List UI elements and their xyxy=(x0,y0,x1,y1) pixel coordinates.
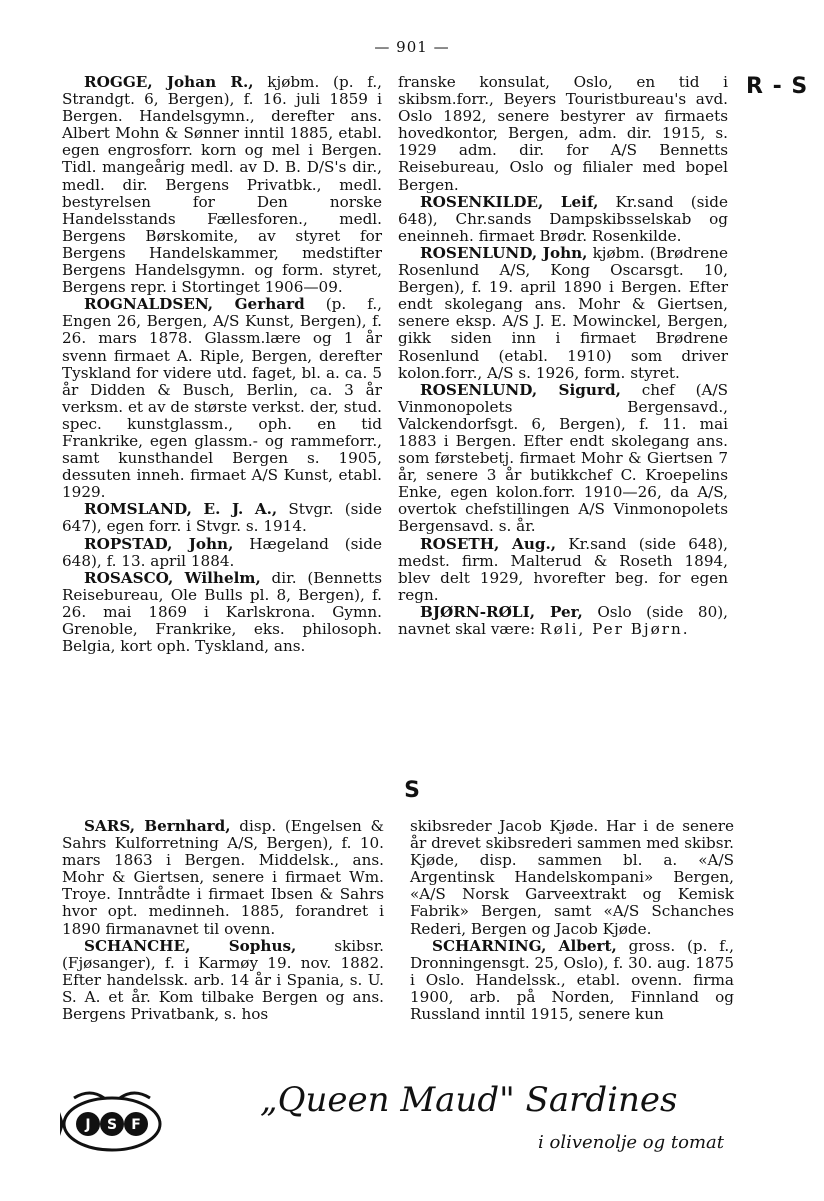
entry-text: gross. (p. f., Dronningensgt. 25, Oslo), f. 30. aug. 1875 i Oslo. Handelssk., etabl. ovenn. firma 1900, arb. på Norden, Finnland og Russland inntil 1915, senere kun xyxy=(410,936,734,1024)
entry-text: Hægeland (side 648), f. 13. april 1884. xyxy=(62,534,382,570)
alphabet-range-marker: R - S xyxy=(746,74,809,99)
entry xyxy=(398,536,728,604)
sardines-advertisement xyxy=(60,1080,750,1170)
column-1 xyxy=(62,74,382,655)
entry-name: SCHARNING, Albert, xyxy=(432,936,617,955)
section-letter: S xyxy=(404,778,420,803)
entry xyxy=(62,74,382,296)
entry-continuation xyxy=(398,74,728,194)
entry xyxy=(398,604,728,638)
entry xyxy=(62,536,382,570)
entry-text: dir. (Bennetts Reisebureau, Ole Bulls pl. 8, Bergen), f. 26. mai 1869 i Karlskrona. Gymn. Grenoble, Frankrike, eks. philosoph. Belgia, kort oph. Tyskland, ans. xyxy=(62,568,383,656)
logo-letter: J xyxy=(85,1117,91,1133)
entry-name: ROGGE, Johan R., xyxy=(84,73,254,91)
entry-text: skibsr. (Fjøsanger), f. i Karmøy 19. nov. 1882. Efter handelssk. arb. 14 år i Spania, s. U. S. A. et år. Kom tilbake Bergen og ans. Bergens Privatbank, s. hos xyxy=(62,936,384,1024)
entry-text: Stvgr. (side 647), egen forr. i Stvgr. s. 1914. xyxy=(62,500,382,536)
entry xyxy=(62,296,382,501)
entry-text: kjøbm. (p. f., Strandgt. 6, Bergen), f. 16. juli 1859 i Bergen. Handelsgymn., derefter ans. Albert Mohn & Sønner inntil 1885, etabl. egen engrosforr. korn og mel i Bergen. Tidl. mangeårig medl. av D. B. D/S's dir., medl. dir. Bergens Privatbk., medl. bestyrelsen for Den norske Handelsstands Fællesforen., medl. Bergens Børskomite, av styret for Bergens Handelskammer, medstifter Bergens Handelsgymn. og form. styret, Bergens repr. i Stortinget 1906—09. xyxy=(62,73,383,297)
ad-subtitle: i olivenolje og tomat xyxy=(538,1132,724,1153)
logo-letter: S xyxy=(106,1117,118,1133)
entry-continuation xyxy=(410,818,734,938)
entry-name: ROPSTAD, John, xyxy=(84,534,234,553)
entry-name: ROMSLAND, E. J. A., xyxy=(84,500,278,519)
entry-text: chef (A/S Vinmonopolets Bergensavd., Valckendorfsgt. 6, Bergen), f. 11. mai 1883 i Bergen. Efter endt skolegang ans. som førstebetj. firmaet Mohr & Giertsen 7 år, senere 3 år butikkchef C. Kroepelins Enke, egen kolon.forr. 1910—26, da A/S, overtok chefstillingen A/S Vinmonopolets Bergensavd. s. år. xyxy=(398,380,729,536)
entry xyxy=(62,818,384,938)
entry xyxy=(62,501,382,535)
entry-text: disp. (Engelsen & Sahrs Kulforretning A/S, Bergen), f. 10. mars 1863 i Bergen. Middelsk., ans. Mohr & Giertsen, senere i firmaet Wm. Troye. Inntrådte i firmaet Ibsen & Sahrs hvor opt. medinneh. 1885, forandret i 1890 firmanavnet til ovenn. xyxy=(62,817,384,938)
entry xyxy=(62,570,382,655)
entry-spaced-name: Røli, Per Bjørn. xyxy=(539,620,690,638)
entry xyxy=(62,938,384,1023)
entry xyxy=(398,245,728,382)
column-2 xyxy=(398,74,728,638)
fish-logo-icon xyxy=(60,1084,164,1156)
ad-title: „Queen Maud" Sardines xyxy=(260,1080,678,1120)
entry xyxy=(398,382,728,536)
entry-name: ROSENLUND, John, xyxy=(420,243,588,262)
entry-text: (p. f., Engen 26, Bergen, A/S Kunst, Bergen), f. 26. mars 1878. Glassm.lære og 1 år svenn firmaet A. Riple, Bergen, derefter Tyskland for videre utd. faget, bl. a. ca. 5 år Didden & Busch, Berlin, ca. 3 år verksm. et av de største verkst. der, stud. spec. kunstglassm., oph. en tid Frankrike, egen glassm.- og rammeforr., samt kunsthandel Bergen s. 1905, dessuten inneh. firmaet A/S Kunst, etabl. 1929. xyxy=(62,295,382,502)
entry xyxy=(410,938,734,1023)
entry-name: ROSENKILDE, Leif, xyxy=(420,192,599,211)
entry-text: Kr.sand (side 648), Chr.sands Dampskibsselskab og eneinneh. firmaet Brødr. Rosenkilde. xyxy=(398,192,728,245)
entry-name: SCHANCHE, Sophus, xyxy=(84,936,297,955)
entry-text: kjøbm. (Brødrene Rosenlund A/S, Kong Oscarsgt. 10, Bergen), f. 19. april 1890 i Bergen. Efter endt skolegang ans. Mohr & Giertsen, senere eksp. A/S J. E. Mowinckel, Bergen, gikk siden inn i firmaet Brødrene Rosenlund (etabl. 1910) som driver kolon.forr., A/S s. 1926, form. styret. xyxy=(398,243,728,382)
column-3 xyxy=(62,818,384,1023)
entry xyxy=(398,194,728,245)
entry-name: ROSETH, Aug., xyxy=(420,534,557,553)
logo-letter: F xyxy=(131,1117,141,1133)
entry-name: ROSASCO, Wilhelm, xyxy=(84,568,261,587)
page-number: — 901 — xyxy=(374,38,450,56)
entry-text: Kr.sand (side 648), medst. firm. Malterud & Roseth 1894, blev delt 1929, hvorefter beg. for egen regn. xyxy=(398,534,728,604)
entry-name: ROSENLUND, Sigurd, xyxy=(420,380,621,399)
entry-text: franske konsulat, Oslo, en tid i skibsm.forr., Beyers Touristbureau's avd. Oslo 1892, senere bestyrer av firmaets hovedkontor, Bergen, adm. dir. 1915, s. 1929 adm. dir. for A/S Bennetts Reisebureau, Oslo og filialer med bopel Bergen. xyxy=(398,73,728,194)
entry-name: ROGNALDSEN, Gerhard xyxy=(84,295,305,314)
entry-name: BJØRN-RØLI, Per, xyxy=(420,602,583,621)
entry-text: Oslo (side 80), navnet skal være: xyxy=(398,602,728,638)
column-4 xyxy=(410,818,734,1023)
entry-name: SARS, Bernhard, xyxy=(84,817,231,835)
entry-text: skibsreder Jacob Kjøde. Har i de senere år drevet skibsrederi sammen med skibsr. Kjøde, disp. sammen bl. a. «A/S Argentinsk Handelskompani» Bergen, «A/S Norsk Garveextrakt og Kemisk Fabrik» Bergen, samt «A/S Schanches Rederi, Bergen og Jacob Kjøde. xyxy=(410,817,734,938)
